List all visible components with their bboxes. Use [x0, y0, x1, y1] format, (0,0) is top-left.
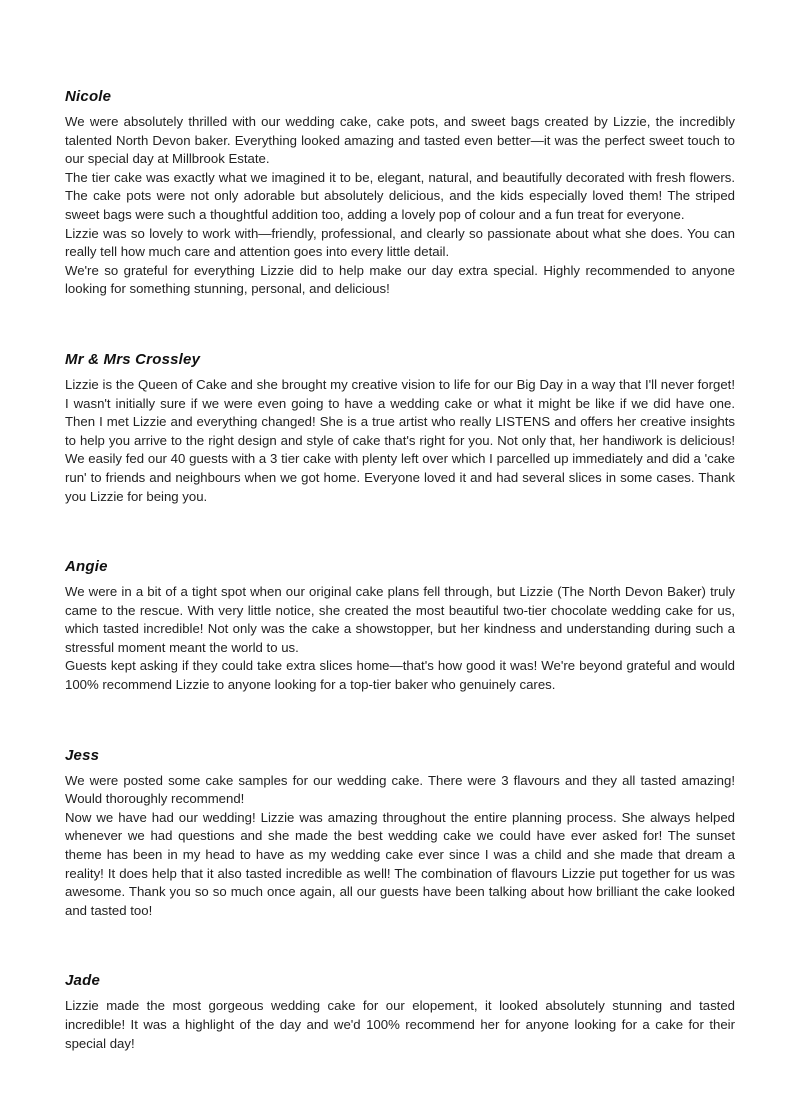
testimonial-body: [65, 376, 735, 506]
testimonial-author: Mr & Mrs Crossley: [65, 350, 201, 368]
testimonial-author: Jess: [65, 746, 100, 764]
testimonial-paragraph: We were in a bit of a tight spot when our original cake plans fell through, but Lizzie (The North Devon Baker) truly came to the rescue. With very little notice, she created the most beautiful two-tier chocolate wedding cake for us, which tasted incredible! Not only was the cake a showstopper, but her kindness and understanding during such a stressful moment meant the world to us.: [65, 584, 735, 655]
testimonial-body: [65, 772, 735, 921]
testimonial-author: Jade: [65, 972, 100, 990]
testimonial-paragraph: We were posted some cake samples for our wedding cake. There were 3 flavours and they all tasted amazing! Would thoroughly recommend!: [65, 772, 735, 807]
testimonial-paragraph: The tier cake was exactly what we imagined it to be, elegant, natural, and beautifully decorated with fresh flowers. The cake pots were not only adorable but absolutely delicious, and the kids especially loved them! The striped sweet bags were such a thoughtful addition too, adding a lovely pop of colour and a fun treat for everyone.: [65, 169, 735, 222]
testimonial-paragraph: Lizzie was so lovely to work with—friendly, professional, and clearly so passionate about what she does. You can really tell how much care and attention goes into every little detail.: [65, 225, 735, 260]
testimonial-paragraph: Lizzie made the most gorgeous wedding cake for our elopement, it looked absolutely stunning and tasted incredible! It was a highlight of the day and we'd 100% recommend her for anyone looking for a cake for their special day!: [65, 998, 735, 1051]
testimonial-author: Nicole: [65, 88, 112, 105]
testimonial-paragraph: Now we have had our wedding! Lizzie was amazing throughout the entire planning process. She always helped whenever we had questions and she made the best wedding cake we could have ever asked for! The sunset theme has been in my head to have as my wedding cake ever since I was a child and she made that dream a reality! It does help that it also tasted incredible as well! The combination of flavours Lizzie put together for us was awesome. Thank you so so much once again, all our guests have been talking about how brilliant the cake looked and tasted too!: [65, 809, 735, 918]
testimonial-paragraph: We're so grateful for everything Lizzie did to help make our day extra special. Highly recommended to anyone looking for something stunning, personal, and delicious!: [65, 262, 735, 297]
testimonial-angie: [65, 558, 735, 695]
testimonial-paragraph: Lizzie is the Queen of Cake and she brought my creative vision to life for our Big Day in a way that I'll never forget! I wasn't initially sure if we were even going to have a wedding cake or what it might be like if we did have one. Then I met Lizzie and everything changed! She is a true artist who really LISTENS and offers her creative insights to help you arrive to the right design and style of cake that's right for you. Not only that, her handiwork is delicious! We easily fed our 40 guests with a 3 tier cake with plenty left over which I parcelled up immediately and did a 'cake run' to friends and neighbours when we got home. Everyone loved it and had several slices in some cases. Thank you Lizzie for being you.: [65, 376, 735, 504]
testimonial-jade: [65, 972, 735, 1053]
testimonial-body: [65, 997, 735, 1053]
testimonial-body: [65, 583, 735, 695]
testimonial-jess: [65, 747, 735, 921]
testimonial-nicole: [65, 88, 735, 299]
testimonial-body: [65, 113, 735, 299]
testimonial-paragraph: Guests kept asking if they could take extra slices home—that's how good it was! We're beyond grateful and would 100% recommend Lizzie to anyone looking for a top-tier baker who genuinely cares.: [65, 658, 735, 693]
testimonial-crossley: [65, 351, 735, 506]
testimonial-author: Angie: [65, 558, 108, 576]
testimonial-paragraph: We were absolutely thrilled with our wedding cake, cake pots, and sweet bags created by Lizzie, the incredibly talented North Devon baker. Everything looked amazing and tasted even better—it was the perfect sweet touch to our special day at Millbrook Estate.: [65, 114, 735, 167]
